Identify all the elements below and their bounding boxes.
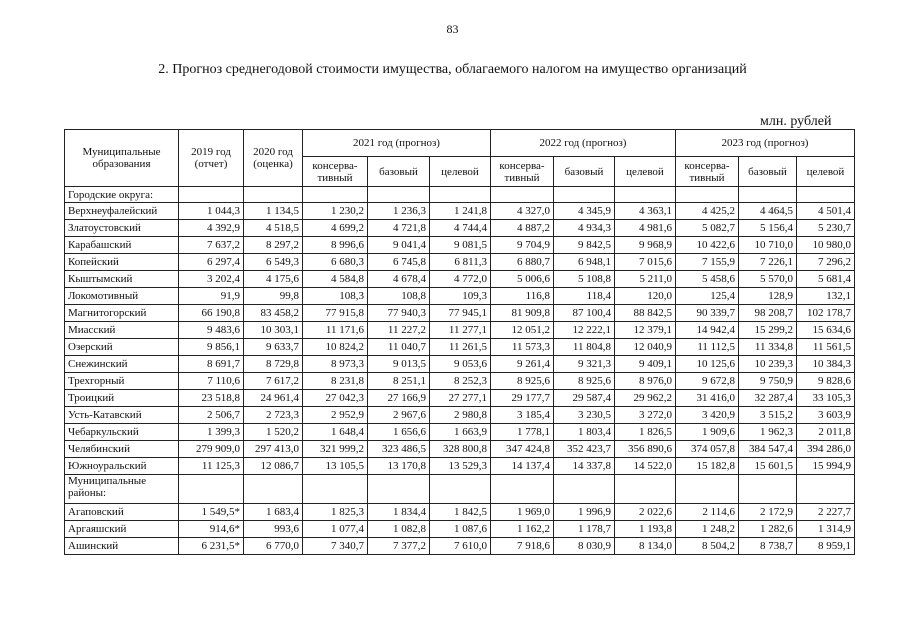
- value-cell: 1 663,9: [430, 424, 491, 441]
- empty-cell: [676, 187, 739, 203]
- table-row: [65, 424, 855, 441]
- value-cell: 4 501,4: [797, 203, 855, 220]
- value-cell: 33 105,3: [797, 390, 855, 407]
- value-cell: 9 041,4: [368, 237, 430, 254]
- header-target: целевой: [430, 157, 491, 187]
- value-cell: 83 458,2: [244, 305, 303, 322]
- value-cell: 2 114,6: [676, 504, 739, 521]
- value-cell: 7 377,2: [368, 538, 430, 555]
- value-cell: 9 672,8: [676, 373, 739, 390]
- value-cell: 11 261,5: [430, 339, 491, 356]
- empty-cell: [491, 475, 554, 504]
- value-cell: 9 633,7: [244, 339, 303, 356]
- value-cell: 87 100,4: [554, 305, 615, 322]
- value-cell: 12 086,7: [244, 458, 303, 475]
- value-cell: 5 108,8: [554, 271, 615, 288]
- value-cell: 9 261,4: [491, 356, 554, 373]
- value-cell: 6 549,3: [244, 254, 303, 271]
- value-cell: 4 678,4: [368, 271, 430, 288]
- value-cell: 14 137,4: [491, 458, 554, 475]
- value-cell: 8 925,6: [491, 373, 554, 390]
- value-cell: 6 770,0: [244, 538, 303, 555]
- empty-cell: [797, 475, 855, 504]
- value-cell: 14 522,0: [615, 458, 676, 475]
- value-cell: 8 504,2: [676, 538, 739, 555]
- value-cell: 5 006,6: [491, 271, 554, 288]
- value-cell: 5 570,0: [739, 271, 797, 288]
- value-cell: 11 125,3: [179, 458, 244, 475]
- value-cell: 29 587,4: [554, 390, 615, 407]
- value-cell: 11 334,8: [739, 339, 797, 356]
- value-cell: 1 778,1: [491, 424, 554, 441]
- empty-cell: [554, 475, 615, 504]
- empty-cell: [179, 475, 244, 504]
- value-cell: 3 185,4: [491, 407, 554, 424]
- value-cell: 1 230,2: [303, 203, 368, 220]
- header-2021: 2021 год (прогноз): [303, 130, 491, 157]
- value-cell: 1 909,6: [676, 424, 739, 441]
- value-cell: 4 584,8: [303, 271, 368, 288]
- value-cell: 9 081,5: [430, 237, 491, 254]
- section-heading: Городские округа:: [65, 187, 179, 203]
- empty-cell: [368, 187, 430, 203]
- value-cell: 5 082,7: [676, 220, 739, 237]
- value-cell: 14 337,8: [554, 458, 615, 475]
- municipality-name: Копейский: [65, 254, 179, 271]
- municipality-name: Ашинский: [65, 538, 179, 555]
- value-cell: 29 177,7: [491, 390, 554, 407]
- header-2019: 2019 год (отчет): [179, 130, 244, 187]
- value-cell: 2 723,3: [244, 407, 303, 424]
- table-row: [65, 407, 855, 424]
- value-cell: 4 464,5: [739, 203, 797, 220]
- value-cell: 8 691,7: [179, 356, 244, 373]
- value-cell: 6 948,1: [554, 254, 615, 271]
- value-cell: 9 856,1: [179, 339, 244, 356]
- value-cell: 1 077,4: [303, 521, 368, 538]
- value-cell: 3 230,5: [554, 407, 615, 424]
- municipality-name: Троицкий: [65, 390, 179, 407]
- value-cell: 7 110,6: [179, 373, 244, 390]
- value-cell: 66 190,8: [179, 305, 244, 322]
- value-cell: 31 416,0: [676, 390, 739, 407]
- value-cell: 9 321,3: [554, 356, 615, 373]
- value-cell: 9 828,6: [797, 373, 855, 390]
- municipality-name: Аргаяшский: [65, 521, 179, 538]
- value-cell: 1 826,5: [615, 424, 676, 441]
- header-conservative: консерва-тивный: [676, 157, 739, 187]
- value-cell: 1 248,2: [676, 521, 739, 538]
- value-cell: 27 166,9: [368, 390, 430, 407]
- value-cell: 2 952,9: [303, 407, 368, 424]
- value-cell: 4 934,3: [554, 220, 615, 237]
- value-cell: 14 942,4: [676, 322, 739, 339]
- empty-cell: [430, 475, 491, 504]
- value-cell: 1 648,4: [303, 424, 368, 441]
- value-cell: 9 842,5: [554, 237, 615, 254]
- header-base: базовый: [368, 157, 430, 187]
- value-cell: 323 486,5: [368, 441, 430, 458]
- value-cell: 4 363,1: [615, 203, 676, 220]
- value-cell: 4 699,2: [303, 220, 368, 237]
- value-cell: 12 040,9: [615, 339, 676, 356]
- value-cell: 279 909,0: [179, 441, 244, 458]
- value-cell: 6 680,3: [303, 254, 368, 271]
- value-cell: 321 999,2: [303, 441, 368, 458]
- value-cell: 15 182,8: [676, 458, 739, 475]
- value-cell: 1 656,6: [368, 424, 430, 441]
- value-cell: 2 506,7: [179, 407, 244, 424]
- empty-cell: [179, 187, 244, 203]
- value-cell: 8 738,7: [739, 538, 797, 555]
- value-cell: 1 996,9: [554, 504, 615, 521]
- forecast-table: [64, 129, 855, 555]
- table-row: [65, 322, 855, 339]
- table-row: [65, 237, 855, 254]
- value-cell: 7 610,0: [430, 538, 491, 555]
- value-cell: 8 134,0: [615, 538, 676, 555]
- value-cell: 6 231,5*: [179, 538, 244, 555]
- value-cell: 7 617,2: [244, 373, 303, 390]
- table-row: [65, 538, 855, 555]
- value-cell: 90 339,7: [676, 305, 739, 322]
- value-cell: 1 162,2: [491, 521, 554, 538]
- municipality-name: Чебаркульский: [65, 424, 179, 441]
- value-cell: 10 239,3: [739, 356, 797, 373]
- header-base: базовый: [739, 157, 797, 187]
- value-cell: 4 425,2: [676, 203, 739, 220]
- value-cell: 128,9: [739, 288, 797, 305]
- empty-cell: [303, 475, 368, 504]
- units-label: млн. рублей: [760, 114, 832, 129]
- value-cell: 6 297,4: [179, 254, 244, 271]
- empty-cell: [244, 187, 303, 203]
- empty-cell: [368, 475, 430, 504]
- value-cell: 108,3: [303, 288, 368, 305]
- value-cell: 328 800,8: [430, 441, 491, 458]
- table-row: [65, 203, 855, 220]
- value-cell: 125,4: [676, 288, 739, 305]
- value-cell: 1 082,8: [368, 521, 430, 538]
- value-cell: 27 277,1: [430, 390, 491, 407]
- municipality-name: Верхнеуфалейский: [65, 203, 179, 220]
- value-cell: 1 962,3: [739, 424, 797, 441]
- value-cell: 15 299,2: [739, 322, 797, 339]
- value-cell: 3 272,0: [615, 407, 676, 424]
- value-cell: 1 842,5: [430, 504, 491, 521]
- value-cell: 9 483,6: [179, 322, 244, 339]
- value-cell: 7 155,9: [676, 254, 739, 271]
- value-cell: 11 561,5: [797, 339, 855, 356]
- value-cell: 77 915,8: [303, 305, 368, 322]
- value-cell: 15 994,9: [797, 458, 855, 475]
- value-cell: 12 379,1: [615, 322, 676, 339]
- value-cell: 2 227,7: [797, 504, 855, 521]
- empty-cell: [676, 475, 739, 504]
- table-row: [65, 504, 855, 521]
- value-cell: 1 193,8: [615, 521, 676, 538]
- value-cell: 8 252,3: [430, 373, 491, 390]
- value-cell: 3 515,2: [739, 407, 797, 424]
- municipality-name: Усть-Катавский: [65, 407, 179, 424]
- value-cell: 116,8: [491, 288, 554, 305]
- value-cell: 4 887,2: [491, 220, 554, 237]
- value-cell: 9 013,5: [368, 356, 430, 373]
- value-cell: 77 945,1: [430, 305, 491, 322]
- value-cell: 993,6: [244, 521, 303, 538]
- value-cell: 102 178,7: [797, 305, 855, 322]
- table-row: [65, 373, 855, 390]
- table-row: [65, 339, 855, 356]
- value-cell: 4 518,5: [244, 220, 303, 237]
- empty-cell: [615, 187, 676, 203]
- header-row-years: [65, 130, 855, 157]
- municipality-name: Озерский: [65, 339, 179, 356]
- value-cell: 11 573,3: [491, 339, 554, 356]
- empty-cell: [303, 187, 368, 203]
- municipality-name: Златоустовский: [65, 220, 179, 237]
- value-cell: 2 172,9: [739, 504, 797, 521]
- municipality-name: Локомотивный: [65, 288, 179, 305]
- table-row: [65, 521, 855, 538]
- value-cell: 2 967,6: [368, 407, 430, 424]
- value-cell: 4 721,8: [368, 220, 430, 237]
- municipality-name: Агаповский: [65, 504, 179, 521]
- value-cell: 8 030,9: [554, 538, 615, 555]
- value-cell: 374 057,8: [676, 441, 739, 458]
- header-2022: 2022 год (прогноз): [491, 130, 676, 157]
- value-cell: 1 044,3: [179, 203, 244, 220]
- value-cell: 347 424,8: [491, 441, 554, 458]
- value-cell: 8 959,1: [797, 538, 855, 555]
- value-cell: 29 962,2: [615, 390, 676, 407]
- value-cell: 15 601,5: [739, 458, 797, 475]
- value-cell: 7 015,6: [615, 254, 676, 271]
- value-cell: 11 277,1: [430, 322, 491, 339]
- value-cell: 99,8: [244, 288, 303, 305]
- value-cell: 7 340,7: [303, 538, 368, 555]
- value-cell: 13 529,3: [430, 458, 491, 475]
- value-cell: 1 134,5: [244, 203, 303, 220]
- municipality-name: Снежинский: [65, 356, 179, 373]
- value-cell: 2 022,6: [615, 504, 676, 521]
- municipality-name: Трехгорный: [65, 373, 179, 390]
- value-cell: 9 750,9: [739, 373, 797, 390]
- value-cell: 1 969,0: [491, 504, 554, 521]
- value-cell: 10 824,2: [303, 339, 368, 356]
- value-cell: 11 227,2: [368, 322, 430, 339]
- header-conservative: консерва-тивный: [491, 157, 554, 187]
- section-row: [65, 187, 855, 203]
- value-cell: 1 549,5*: [179, 504, 244, 521]
- value-cell: 10 710,0: [739, 237, 797, 254]
- header-conservative: консерва-тивный: [303, 157, 368, 187]
- empty-cell: [491, 187, 554, 203]
- value-cell: 118,4: [554, 288, 615, 305]
- empty-cell: [244, 475, 303, 504]
- value-cell: 3 202,4: [179, 271, 244, 288]
- empty-cell: [615, 475, 676, 504]
- empty-cell: [739, 187, 797, 203]
- table-row: [65, 254, 855, 271]
- value-cell: 24 961,4: [244, 390, 303, 407]
- value-cell: 8 996,6: [303, 237, 368, 254]
- header-name: Муниципальные образования: [65, 130, 179, 187]
- value-cell: 1 520,2: [244, 424, 303, 441]
- section-heading: Муниципальные районы:: [65, 475, 179, 504]
- table-row: [65, 356, 855, 373]
- value-cell: 297 413,0: [244, 441, 303, 458]
- value-cell: 7 637,2: [179, 237, 244, 254]
- value-cell: 8 729,8: [244, 356, 303, 373]
- value-cell: 4 744,4: [430, 220, 491, 237]
- value-cell: 4 772,0: [430, 271, 491, 288]
- value-cell: 384 547,4: [739, 441, 797, 458]
- value-cell: 108,8: [368, 288, 430, 305]
- value-cell: 914,6*: [179, 521, 244, 538]
- value-cell: 132,1: [797, 288, 855, 305]
- header-base: базовый: [554, 157, 615, 187]
- municipality-name: Миасский: [65, 322, 179, 339]
- value-cell: 6 745,8: [368, 254, 430, 271]
- value-cell: 5 681,4: [797, 271, 855, 288]
- value-cell: 1 825,3: [303, 504, 368, 521]
- value-cell: 6 880,7: [491, 254, 554, 271]
- value-cell: 109,3: [430, 288, 491, 305]
- value-cell: 10 384,3: [797, 356, 855, 373]
- value-cell: 1 314,9: [797, 521, 855, 538]
- value-cell: 4 392,9: [179, 220, 244, 237]
- section-row: [65, 475, 855, 504]
- municipality-name: Челябинский: [65, 441, 179, 458]
- value-cell: 120,0: [615, 288, 676, 305]
- value-cell: 10 303,1: [244, 322, 303, 339]
- header-target: целевой: [615, 157, 676, 187]
- value-cell: 1 087,6: [430, 521, 491, 538]
- value-cell: 27 042,3: [303, 390, 368, 407]
- empty-cell: [554, 187, 615, 203]
- page-number: 83: [446, 22, 459, 36]
- value-cell: 77 940,3: [368, 305, 430, 322]
- value-cell: 8 251,1: [368, 373, 430, 390]
- value-cell: 13 170,8: [368, 458, 430, 475]
- value-cell: 1 236,3: [368, 203, 430, 220]
- value-cell: 10 980,0: [797, 237, 855, 254]
- header-2023: 2023 год (прогноз): [676, 130, 855, 157]
- value-cell: 4 345,9: [554, 203, 615, 220]
- value-cell: 7 296,2: [797, 254, 855, 271]
- value-cell: 8 231,8: [303, 373, 368, 390]
- value-cell: 8 925,6: [554, 373, 615, 390]
- value-cell: 352 423,7: [554, 441, 615, 458]
- value-cell: 9 704,9: [491, 237, 554, 254]
- value-cell: 10 422,6: [676, 237, 739, 254]
- value-cell: 2 980,8: [430, 407, 491, 424]
- value-cell: 91,9: [179, 288, 244, 305]
- value-cell: 10 125,6: [676, 356, 739, 373]
- value-cell: 11 112,5: [676, 339, 739, 356]
- header-target: целевой: [797, 157, 855, 187]
- table-row: [65, 390, 855, 407]
- value-cell: 8 973,3: [303, 356, 368, 373]
- value-cell: 5 458,6: [676, 271, 739, 288]
- value-cell: 98 208,7: [739, 305, 797, 322]
- value-cell: 23 518,8: [179, 390, 244, 407]
- municipality-name: Карабашский: [65, 237, 179, 254]
- value-cell: 3 603,9: [797, 407, 855, 424]
- value-cell: 356 890,6: [615, 441, 676, 458]
- value-cell: 12 222,1: [554, 322, 615, 339]
- value-cell: 9 409,1: [615, 356, 676, 373]
- value-cell: 15 634,6: [797, 322, 855, 339]
- value-cell: 81 909,8: [491, 305, 554, 322]
- municipality-name: Кыштымский: [65, 271, 179, 288]
- value-cell: 32 287,4: [739, 390, 797, 407]
- value-cell: 8 297,2: [244, 237, 303, 254]
- table-row: [65, 441, 855, 458]
- value-cell: 1 834,4: [368, 504, 430, 521]
- value-cell: 8 976,0: [615, 373, 676, 390]
- value-cell: 88 842,5: [615, 305, 676, 322]
- value-cell: 1 178,7: [554, 521, 615, 538]
- table-row: [65, 288, 855, 305]
- value-cell: 5 211,0: [615, 271, 676, 288]
- value-cell: 1 683,4: [244, 504, 303, 521]
- value-cell: 12 051,2: [491, 322, 554, 339]
- value-cell: 1 399,3: [179, 424, 244, 441]
- value-cell: 11 171,6: [303, 322, 368, 339]
- value-cell: 13 105,5: [303, 458, 368, 475]
- value-cell: 394 286,0: [797, 441, 855, 458]
- table-row: [65, 220, 855, 237]
- municipality-name: Магнитогорский: [65, 305, 179, 322]
- table-row: [65, 271, 855, 288]
- municipality-name: Южноуральский: [65, 458, 179, 475]
- value-cell: 1 803,4: [554, 424, 615, 441]
- value-cell: 2 011,8: [797, 424, 855, 441]
- value-cell: 5 230,7: [797, 220, 855, 237]
- value-cell: 7 226,1: [739, 254, 797, 271]
- value-cell: 11 804,8: [554, 339, 615, 356]
- value-cell: 4 327,0: [491, 203, 554, 220]
- value-cell: 9 968,9: [615, 237, 676, 254]
- value-cell: 3 420,9: [676, 407, 739, 424]
- empty-cell: [797, 187, 855, 203]
- table-row: [65, 458, 855, 475]
- value-cell: 9 053,6: [430, 356, 491, 373]
- table-row: [65, 305, 855, 322]
- empty-cell: [430, 187, 491, 203]
- header-2020: 2020 год (оценка): [244, 130, 303, 187]
- value-cell: 4 175,6: [244, 271, 303, 288]
- value-cell: 6 811,3: [430, 254, 491, 271]
- empty-cell: [739, 475, 797, 504]
- value-cell: 7 918,6: [491, 538, 554, 555]
- value-cell: 5 156,4: [739, 220, 797, 237]
- value-cell: 4 981,6: [615, 220, 676, 237]
- table-title: 2. Прогноз среднегодовой стоимости имущества, облагаемого налогом на имущество организаций: [158, 62, 747, 77]
- value-cell: 11 040,7: [368, 339, 430, 356]
- value-cell: 1 282,6: [739, 521, 797, 538]
- value-cell: 1 241,8: [430, 203, 491, 220]
